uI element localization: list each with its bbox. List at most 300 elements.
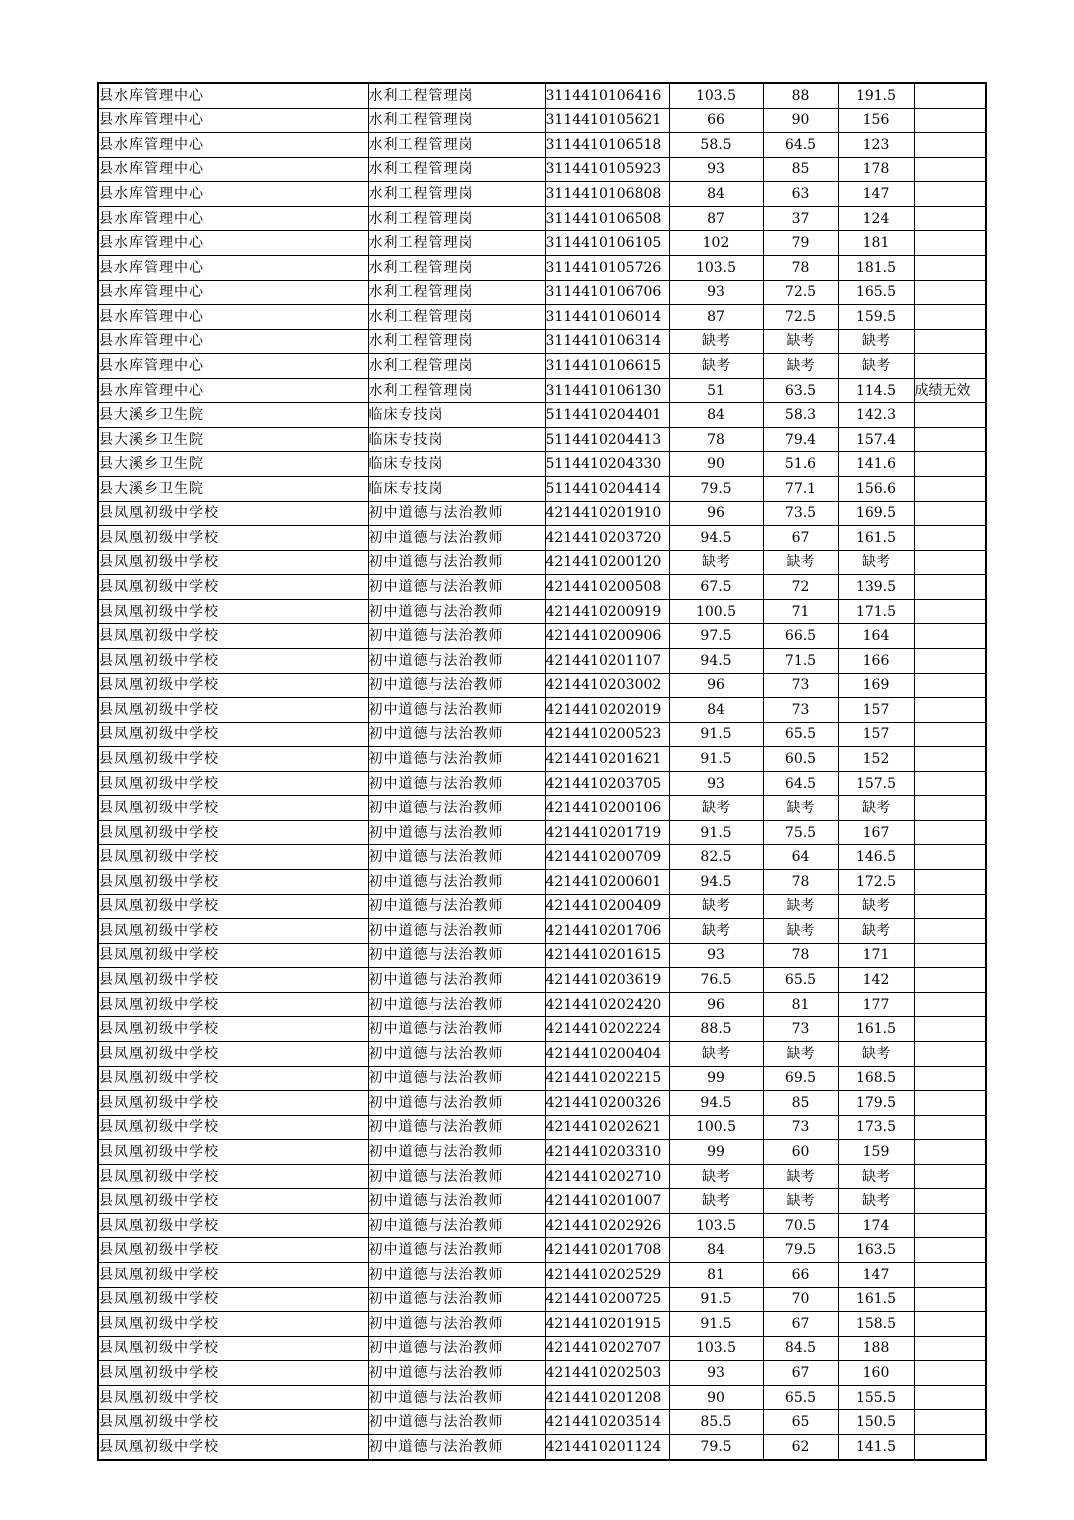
position-cell: 初中道德与法治教师: [368, 624, 545, 649]
table-row: [98, 1066, 986, 1091]
candidate-id-cell: 4214410200709: [545, 845, 669, 870]
table-row: [98, 157, 986, 182]
total-score-cell: 156: [838, 108, 914, 133]
employer-cell: 县水库管理中心: [98, 255, 368, 280]
second-score-cell: 78: [763, 943, 838, 968]
second-score-cell: 66: [763, 1263, 838, 1288]
employer-cell: 县水库管理中心: [98, 280, 368, 305]
second-score-cell: 63: [763, 182, 838, 207]
second-score-cell: 79.5: [763, 1238, 838, 1263]
employer-cell: 县凤凰初级中学校: [98, 575, 368, 600]
table-row: [98, 722, 986, 747]
written-score-cell: 94.5: [669, 526, 763, 551]
position-cell: 初中道德与法治教师: [368, 673, 545, 698]
employer-cell: 县凤凰初级中学校: [98, 1434, 368, 1459]
table-row: [98, 1434, 986, 1459]
candidate-id-cell: 3114410105726: [545, 255, 669, 280]
candidate-id-cell: 4214410200404: [545, 1041, 669, 1066]
remark-cell: [914, 1189, 986, 1214]
employer-cell: 县凤凰初级中学校: [98, 1361, 368, 1386]
remark-cell: [914, 747, 986, 772]
position-cell: 水利工程管理岗: [368, 206, 545, 231]
written-score-cell: 78: [669, 427, 763, 452]
remark-cell: [914, 673, 986, 698]
table-row: [98, 206, 986, 231]
employer-cell: 县水库管理中心: [98, 354, 368, 379]
position-cell: 初中道德与法治教师: [368, 1410, 545, 1435]
employer-cell: 县凤凰初级中学校: [98, 894, 368, 919]
table-row: [98, 501, 986, 526]
total-score-cell: 165.5: [838, 280, 914, 305]
table-row: [98, 796, 986, 821]
employer-cell: 县水库管理中心: [98, 329, 368, 354]
total-score-cell: 178: [838, 157, 914, 182]
employer-cell: 县水库管理中心: [98, 305, 368, 330]
position-cell: 初中道德与法治教师: [368, 526, 545, 551]
remark-cell: [914, 624, 986, 649]
table-row: [98, 1410, 986, 1435]
remark-cell: [914, 648, 986, 673]
employer-cell: 县水库管理中心: [98, 108, 368, 133]
candidate-id-cell: 4214410200120: [545, 550, 669, 575]
total-score-cell: 179.5: [838, 1091, 914, 1116]
remark-cell: [914, 1263, 986, 1288]
second-score-cell: 缺考: [763, 550, 838, 575]
remark-cell: [914, 427, 986, 452]
remark-cell: [914, 280, 986, 305]
remark-cell: [914, 182, 986, 207]
remark-cell: [914, 1164, 986, 1189]
second-score-cell: 79: [763, 231, 838, 256]
candidate-id-cell: 3114410106508: [545, 206, 669, 231]
table-row: [98, 378, 986, 403]
position-cell: 初中道德与法治教师: [368, 943, 545, 968]
total-score-cell: 161.5: [838, 526, 914, 551]
position-cell: 初中道德与法治教师: [368, 1287, 545, 1312]
employer-cell: 县凤凰初级中学校: [98, 501, 368, 526]
second-score-cell: 69.5: [763, 1066, 838, 1091]
table-row: [98, 280, 986, 305]
second-score-cell: 64.5: [763, 771, 838, 796]
second-score-cell: 65.5: [763, 1385, 838, 1410]
employer-cell: 县凤凰初级中学校: [98, 1336, 368, 1361]
second-score-cell: 72.5: [763, 305, 838, 330]
written-score-cell: 缺考: [669, 354, 763, 379]
total-score-cell: 157: [838, 722, 914, 747]
position-cell: 初中道德与法治教师: [368, 820, 545, 845]
employer-cell: 县凤凰初级中学校: [98, 1213, 368, 1238]
candidate-id-cell: 3114410106314: [545, 329, 669, 354]
second-score-cell: 88: [763, 83, 838, 108]
second-score-cell: 缺考: [763, 796, 838, 821]
written-score-cell: 94.5: [669, 648, 763, 673]
remark-cell: [914, 550, 986, 575]
written-score-cell: 66: [669, 108, 763, 133]
table-row: [98, 624, 986, 649]
table-row: [98, 403, 986, 428]
position-cell: 水利工程管理岗: [368, 354, 545, 379]
employer-cell: 县凤凰初级中学校: [98, 943, 368, 968]
candidate-id-cell: 3114410106416: [545, 83, 669, 108]
written-score-cell: 94.5: [669, 870, 763, 895]
written-score-cell: 91.5: [669, 722, 763, 747]
remark-cell: [914, 477, 986, 502]
remark-cell: [914, 1238, 986, 1263]
table-row: [98, 1312, 986, 1337]
total-score-cell: 167: [838, 820, 914, 845]
candidate-id-cell: 4214410203619: [545, 968, 669, 993]
written-score-cell: 67.5: [669, 575, 763, 600]
employer-cell: 县凤凰初级中学校: [98, 1238, 368, 1263]
written-score-cell: 缺考: [669, 894, 763, 919]
remark-cell: [914, 157, 986, 182]
second-score-cell: 71: [763, 599, 838, 624]
candidate-id-cell: 3114410106014: [545, 305, 669, 330]
position-cell: 初中道德与法治教师: [368, 1213, 545, 1238]
written-score-cell: 97.5: [669, 624, 763, 649]
employer-cell: 县凤凰初级中学校: [98, 1312, 368, 1337]
table-row: [98, 452, 986, 477]
total-score-cell: 191.5: [838, 83, 914, 108]
second-score-cell: 66.5: [763, 624, 838, 649]
table-row: [98, 599, 986, 624]
employer-cell: 县凤凰初级中学校: [98, 796, 368, 821]
second-score-cell: 70: [763, 1287, 838, 1312]
table-row: [98, 1091, 986, 1116]
written-score-cell: 103.5: [669, 255, 763, 280]
position-cell: 临床专技岗: [368, 477, 545, 502]
position-cell: 初中道德与法治教师: [368, 845, 545, 870]
position-cell: 初中道德与法治教师: [368, 919, 545, 944]
employer-cell: 县凤凰初级中学校: [98, 1410, 368, 1435]
position-cell: 水利工程管理岗: [368, 280, 545, 305]
second-score-cell: 67: [763, 1361, 838, 1386]
candidate-id-cell: 4214410202503: [545, 1361, 669, 1386]
employer-cell: 县凤凰初级中学校: [98, 1263, 368, 1288]
remark-cell: [914, 796, 986, 821]
remark-cell: [914, 452, 986, 477]
position-cell: 初中道德与法治教师: [368, 747, 545, 772]
position-cell: 水利工程管理岗: [368, 83, 545, 108]
employer-cell: 县凤凰初级中学校: [98, 526, 368, 551]
total-score-cell: 缺考: [838, 1189, 914, 1214]
candidate-id-cell: 4214410201910: [545, 501, 669, 526]
candidate-id-cell: 4214410203002: [545, 673, 669, 698]
score-table: [97, 82, 987, 1461]
table-row: [98, 1238, 986, 1263]
candidate-id-cell: 3114410105621: [545, 108, 669, 133]
employer-cell: 县凤凰初级中学校: [98, 747, 368, 772]
second-score-cell: 64: [763, 845, 838, 870]
candidate-id-cell: 5114410204330: [545, 452, 669, 477]
total-score-cell: 缺考: [838, 329, 914, 354]
employer-cell: 县凤凰初级中学校: [98, 1091, 368, 1116]
remark-cell: [914, 1213, 986, 1238]
employer-cell: 县凤凰初级中学校: [98, 673, 368, 698]
total-score-cell: 159: [838, 1140, 914, 1165]
position-cell: 初中道德与法治教师: [368, 894, 545, 919]
position-cell: 初中道德与法治教师: [368, 1434, 545, 1459]
table-row: [98, 182, 986, 207]
total-score-cell: 缺考: [838, 550, 914, 575]
written-score-cell: 93: [669, 280, 763, 305]
position-cell: 初中道德与法治教师: [368, 698, 545, 723]
table-row: [98, 1213, 986, 1238]
remark-cell: [914, 1385, 986, 1410]
position-cell: 初中道德与法治教师: [368, 1336, 545, 1361]
employer-cell: 县凤凰初级中学校: [98, 992, 368, 1017]
total-score-cell: 157.4: [838, 427, 914, 452]
employer-cell: 县凤凰初级中学校: [98, 870, 368, 895]
candidate-id-cell: 4214410203310: [545, 1140, 669, 1165]
employer-cell: 县大溪乡卫生院: [98, 403, 368, 428]
table-row: [98, 427, 986, 452]
candidate-id-cell: 4214410201915: [545, 1312, 669, 1337]
position-cell: 水利工程管理岗: [368, 182, 545, 207]
employer-cell: 县凤凰初级中学校: [98, 624, 368, 649]
second-score-cell: 60: [763, 1140, 838, 1165]
remark-cell: [914, 943, 986, 968]
candidate-id-cell: 4214410200906: [545, 624, 669, 649]
table-row: [98, 255, 986, 280]
position-cell: 初中道德与法治教师: [368, 501, 545, 526]
remark-cell: [914, 894, 986, 919]
position-cell: 初中道德与法治教师: [368, 1066, 545, 1091]
total-score-cell: 缺考: [838, 796, 914, 821]
second-score-cell: 77.1: [763, 477, 838, 502]
remark-cell: [914, 1336, 986, 1361]
table-row: [98, 1336, 986, 1361]
position-cell: 水利工程管理岗: [368, 157, 545, 182]
employer-cell: 县凤凰初级中学校: [98, 648, 368, 673]
employer-cell: 县凤凰初级中学校: [98, 1287, 368, 1312]
written-score-cell: 85.5: [669, 1410, 763, 1435]
written-score-cell: 79.5: [669, 1434, 763, 1459]
second-score-cell: 62: [763, 1434, 838, 1459]
remark-cell: [914, 354, 986, 379]
total-score-cell: 142.3: [838, 403, 914, 428]
candidate-id-cell: 4214410201107: [545, 648, 669, 673]
total-score-cell: 172.5: [838, 870, 914, 895]
total-score-cell: 161.5: [838, 1287, 914, 1312]
remark-cell: [914, 1115, 986, 1140]
candidate-id-cell: 4214410200508: [545, 575, 669, 600]
total-score-cell: 181: [838, 231, 914, 256]
employer-cell: 县凤凰初级中学校: [98, 820, 368, 845]
employer-cell: 县凤凰初级中学校: [98, 968, 368, 993]
table-row: [98, 231, 986, 256]
table-row: [98, 698, 986, 723]
second-score-cell: 81: [763, 992, 838, 1017]
remark-cell: [914, 698, 986, 723]
total-score-cell: 174: [838, 1213, 914, 1238]
employer-cell: 县水库管理中心: [98, 133, 368, 158]
written-score-cell: 87: [669, 206, 763, 231]
candidate-id-cell: 4214410201124: [545, 1434, 669, 1459]
second-score-cell: 79.4: [763, 427, 838, 452]
written-score-cell: 90: [669, 1385, 763, 1410]
candidate-id-cell: 4214410201708: [545, 1238, 669, 1263]
table-row: [98, 1041, 986, 1066]
candidate-id-cell: 4214410201621: [545, 747, 669, 772]
remark-cell: 成绩无效: [914, 378, 986, 403]
candidate-id-cell: 4214410200409: [545, 894, 669, 919]
candidate-id-cell: 4214410202019: [545, 698, 669, 723]
second-score-cell: 72: [763, 575, 838, 600]
employer-cell: 县水库管理中心: [98, 157, 368, 182]
second-score-cell: 78: [763, 870, 838, 895]
table-row: [98, 1140, 986, 1165]
table-row: [98, 1361, 986, 1386]
position-cell: 临床专技岗: [368, 427, 545, 452]
total-score-cell: 161.5: [838, 1017, 914, 1042]
candidate-id-cell: 4214410202926: [545, 1213, 669, 1238]
position-cell: 初中道德与法治教师: [368, 796, 545, 821]
candidate-id-cell: 3114410106130: [545, 378, 669, 403]
total-score-cell: 177: [838, 992, 914, 1017]
employer-cell: 县凤凰初级中学校: [98, 1066, 368, 1091]
position-cell: 初中道德与法治教师: [368, 1238, 545, 1263]
remark-cell: [914, 1017, 986, 1042]
remark-cell: [914, 501, 986, 526]
table-row: [98, 845, 986, 870]
table-row: [98, 747, 986, 772]
table-row: [98, 83, 986, 108]
table-row: [98, 992, 986, 1017]
position-cell: 水利工程管理岗: [368, 329, 545, 354]
position-cell: 初中道德与法治教师: [368, 1041, 545, 1066]
second-score-cell: 73: [763, 1017, 838, 1042]
table-row: [98, 1164, 986, 1189]
remark-cell: [914, 575, 986, 600]
employer-cell: 县凤凰初级中学校: [98, 1041, 368, 1066]
written-score-cell: 91.5: [669, 1287, 763, 1312]
table-row: [98, 1263, 986, 1288]
written-score-cell: 84: [669, 403, 763, 428]
written-score-cell: 76.5: [669, 968, 763, 993]
remark-cell: [914, 133, 986, 158]
written-score-cell: 84: [669, 1238, 763, 1263]
remark-cell: [914, 919, 986, 944]
total-score-cell: 缺考: [838, 919, 914, 944]
written-score-cell: 103.5: [669, 83, 763, 108]
table-row: [98, 943, 986, 968]
employer-cell: 县凤凰初级中学校: [98, 722, 368, 747]
table-row: [98, 1115, 986, 1140]
table-row: [98, 550, 986, 575]
second-score-cell: 缺考: [763, 354, 838, 379]
remark-cell: [914, 305, 986, 330]
remark-cell: [914, 845, 986, 870]
total-score-cell: 171: [838, 943, 914, 968]
total-score-cell: 166: [838, 648, 914, 673]
employer-cell: 县水库管理中心: [98, 231, 368, 256]
table-row: [98, 1189, 986, 1214]
written-score-cell: 缺考: [669, 796, 763, 821]
table-row: [98, 771, 986, 796]
candidate-id-cell: 4214410203705: [545, 771, 669, 796]
total-score-cell: 156.6: [838, 477, 914, 502]
employer-cell: 县大溪乡卫生院: [98, 427, 368, 452]
table-row: [98, 870, 986, 895]
remark-cell: [914, 1312, 986, 1337]
written-score-cell: 81: [669, 1263, 763, 1288]
position-cell: 初中道德与法治教师: [368, 870, 545, 895]
position-cell: 水利工程管理岗: [368, 378, 545, 403]
employer-cell: 县凤凰初级中学校: [98, 919, 368, 944]
position-cell: 初中道德与法治教师: [368, 1385, 545, 1410]
total-score-cell: 168.5: [838, 1066, 914, 1091]
written-score-cell: 58.5: [669, 133, 763, 158]
written-score-cell: 缺考: [669, 329, 763, 354]
written-score-cell: 93: [669, 943, 763, 968]
total-score-cell: 152: [838, 747, 914, 772]
employer-cell: 县凤凰初级中学校: [98, 771, 368, 796]
second-score-cell: 缺考: [763, 1189, 838, 1214]
total-score-cell: 141.6: [838, 452, 914, 477]
second-score-cell: 65.5: [763, 722, 838, 747]
written-score-cell: 90: [669, 452, 763, 477]
candidate-id-cell: 4214410200601: [545, 870, 669, 895]
candidate-id-cell: 4214410201007: [545, 1189, 669, 1214]
candidate-id-cell: 4214410200106: [545, 796, 669, 821]
second-score-cell: 75.5: [763, 820, 838, 845]
total-score-cell: 147: [838, 182, 914, 207]
employer-cell: 县大溪乡卫生院: [98, 477, 368, 502]
candidate-id-cell: 4214410202420: [545, 992, 669, 1017]
remark-cell: [914, 1041, 986, 1066]
remark-cell: [914, 329, 986, 354]
employer-cell: 县凤凰初级中学校: [98, 1385, 368, 1410]
total-score-cell: 159.5: [838, 305, 914, 330]
total-score-cell: 173.5: [838, 1115, 914, 1140]
candidate-id-cell: 4214410202529: [545, 1263, 669, 1288]
table-row: [98, 477, 986, 502]
total-score-cell: 157: [838, 698, 914, 723]
second-score-cell: 71.5: [763, 648, 838, 673]
employer-cell: 县水库管理中心: [98, 182, 368, 207]
remark-cell: [914, 526, 986, 551]
total-score-cell: 139.5: [838, 575, 914, 600]
second-score-cell: 缺考: [763, 329, 838, 354]
position-cell: 初中道德与法治教师: [368, 648, 545, 673]
written-score-cell: 84: [669, 698, 763, 723]
candidate-id-cell: 4214410201615: [545, 943, 669, 968]
total-score-cell: 缺考: [838, 1041, 914, 1066]
employer-cell: 县水库管理中心: [98, 378, 368, 403]
position-cell: 初中道德与法治教师: [368, 575, 545, 600]
second-score-cell: 缺考: [763, 919, 838, 944]
position-cell: 水利工程管理岗: [368, 255, 545, 280]
position-cell: 初中道德与法治教师: [368, 1140, 545, 1165]
position-cell: 水利工程管理岗: [368, 133, 545, 158]
written-score-cell: 94.5: [669, 1091, 763, 1116]
total-score-cell: 147: [838, 1263, 914, 1288]
position-cell: 临床专技岗: [368, 403, 545, 428]
written-score-cell: 缺考: [669, 919, 763, 944]
written-score-cell: 87: [669, 305, 763, 330]
table-row: [98, 1017, 986, 1042]
written-score-cell: 96: [669, 501, 763, 526]
employer-cell: 县凤凰初级中学校: [98, 1189, 368, 1214]
remark-cell: [914, 1434, 986, 1459]
employer-cell: 县凤凰初级中学校: [98, 1017, 368, 1042]
table-row: [98, 820, 986, 845]
candidate-id-cell: 5114410204414: [545, 477, 669, 502]
position-cell: 初中道德与法治教师: [368, 1115, 545, 1140]
total-score-cell: 缺考: [838, 1164, 914, 1189]
position-cell: 初中道德与法治教师: [368, 550, 545, 575]
